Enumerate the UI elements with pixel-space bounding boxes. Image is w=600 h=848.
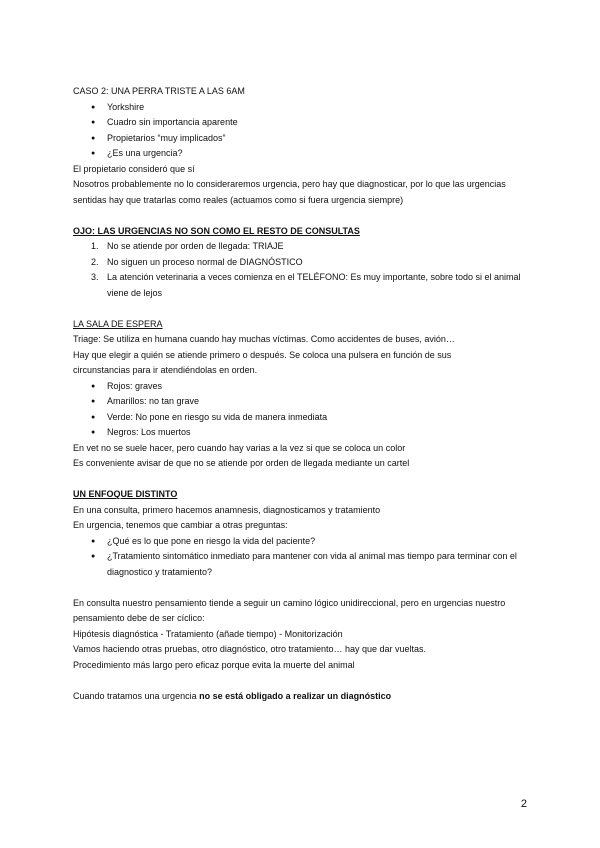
list-number: 2. <box>91 256 99 267</box>
section-heading: OJO: LAS URGENCIAS NO SON COMO EL RESTO DE CONSULTAS <box>73 225 360 236</box>
conclusion-emphasis: no se está obligado a realizar un diagnóstico <box>199 690 392 701</box>
list-item <box>91 239 533 255</box>
list-item: ● Amarillos: no tan grave <box>91 394 533 410</box>
list-item: ● ¿Es una urgencia? <box>91 146 533 162</box>
list-text: No siguen un proceso normal de DIAGNÓSTICO <box>107 256 303 267</box>
text-line: Hipótesis diagnóstica - Tratamiento (añade tiempo) - Monitorización <box>73 628 343 639</box>
text-line: Procedimiento más largo pero eficaz porque evita la muerte del animal <box>73 659 355 670</box>
list-text: La atención veterinaria a veces comienza en el TELÉFONO: Es muy importante, sobre todo si el animal viene de lejos <box>107 272 521 298</box>
page-number: 2 <box>520 798 527 810</box>
list-item: ● Negros: Los muertos <box>91 425 533 441</box>
text-line: Es conveniente avisar de que no se atiende por orden de llegada mediante un cartel <box>73 458 410 468</box>
text-line: Triage: Se utiliza en humana cuando hay muchas víctimas. Como accidentes de buses, avión… <box>73 334 455 344</box>
triage-bullet-list <box>73 379 533 441</box>
case-title: CASO 2: UNA PERRA TRISTE A LAS 6AM <box>73 86 245 96</box>
questions-bullet-list <box>73 534 533 581</box>
list-item: ● Verde: No pone en riesgo su vida de manera inmediata <box>91 410 533 426</box>
paragraph: Nosotros probablemente no lo consideraremos urgencia, pero hay que diagnosticar, por lo que las urgencias sentidas hay que tratarlas como reales (actuamos como si fuera urgencia siempre) <box>73 179 506 205</box>
list-text: No se atiende por orden de llegada: TRIAJE <box>107 241 284 251</box>
list-number: 1. <box>91 241 99 251</box>
section-heading: LA SALA DE ESPERA <box>73 318 163 329</box>
list-item: ● ¿Tratamiento sintomático inmediato para mantener con vida al animal mas tiempo para terminar con el diagnostico y tratamiento? <box>91 549 533 580</box>
list-item: ● Cuadro sin importancia aparente <box>91 115 533 131</box>
conclusion-line <box>73 689 533 705</box>
list-number: 3. <box>91 272 99 282</box>
text-line: En urgencia, tenemos que cambiar a otras preguntas: <box>73 520 288 530</box>
text-line: En vet no se suele hacer, pero cuando hay varias a la vez si que se coloca un color <box>73 442 406 453</box>
paragraph: En consulta nuestro pensamiento tiende a seguir un camino lógico unidireccional, pero en urgencias nuestro pensamiento debe de ser cíclico: <box>73 597 506 623</box>
conclusion-text: Cuando tratamos una urgencia <box>73 690 200 701</box>
list-item <box>91 270 533 301</box>
section-heading: UN ENFOQUE DISTINTO <box>73 489 178 499</box>
text-line: circunstancias para ir atendiéndolas en orden. <box>73 365 258 375</box>
list-item <box>91 255 533 271</box>
list-item: ● Yorkshire <box>91 100 533 116</box>
list-item: ● Propietarios “muy implicados” <box>91 131 533 147</box>
text-line: Hay que elegir a quién se atiende primero o después. Se coloca una pulsera en función de sus <box>73 349 452 360</box>
document-page <box>73 84 533 704</box>
list-item: ● Rojos: graves <box>91 379 533 395</box>
text-line: El propietario consideró que sí <box>73 163 195 174</box>
list-item: ● ¿Qué es lo que pone en riesgo la vida del paciente? <box>91 534 533 550</box>
numbered-list <box>73 239 533 301</box>
case-bullet-list <box>73 100 533 162</box>
text-line: En una consulta, primero hacemos anamnesis, diagnosticamos y tratamiento <box>73 504 381 515</box>
text-line: Vamos haciendo otras pruebas, otro diagnóstico, otro tratamiento… hay que dar vueltas. <box>73 644 427 654</box>
